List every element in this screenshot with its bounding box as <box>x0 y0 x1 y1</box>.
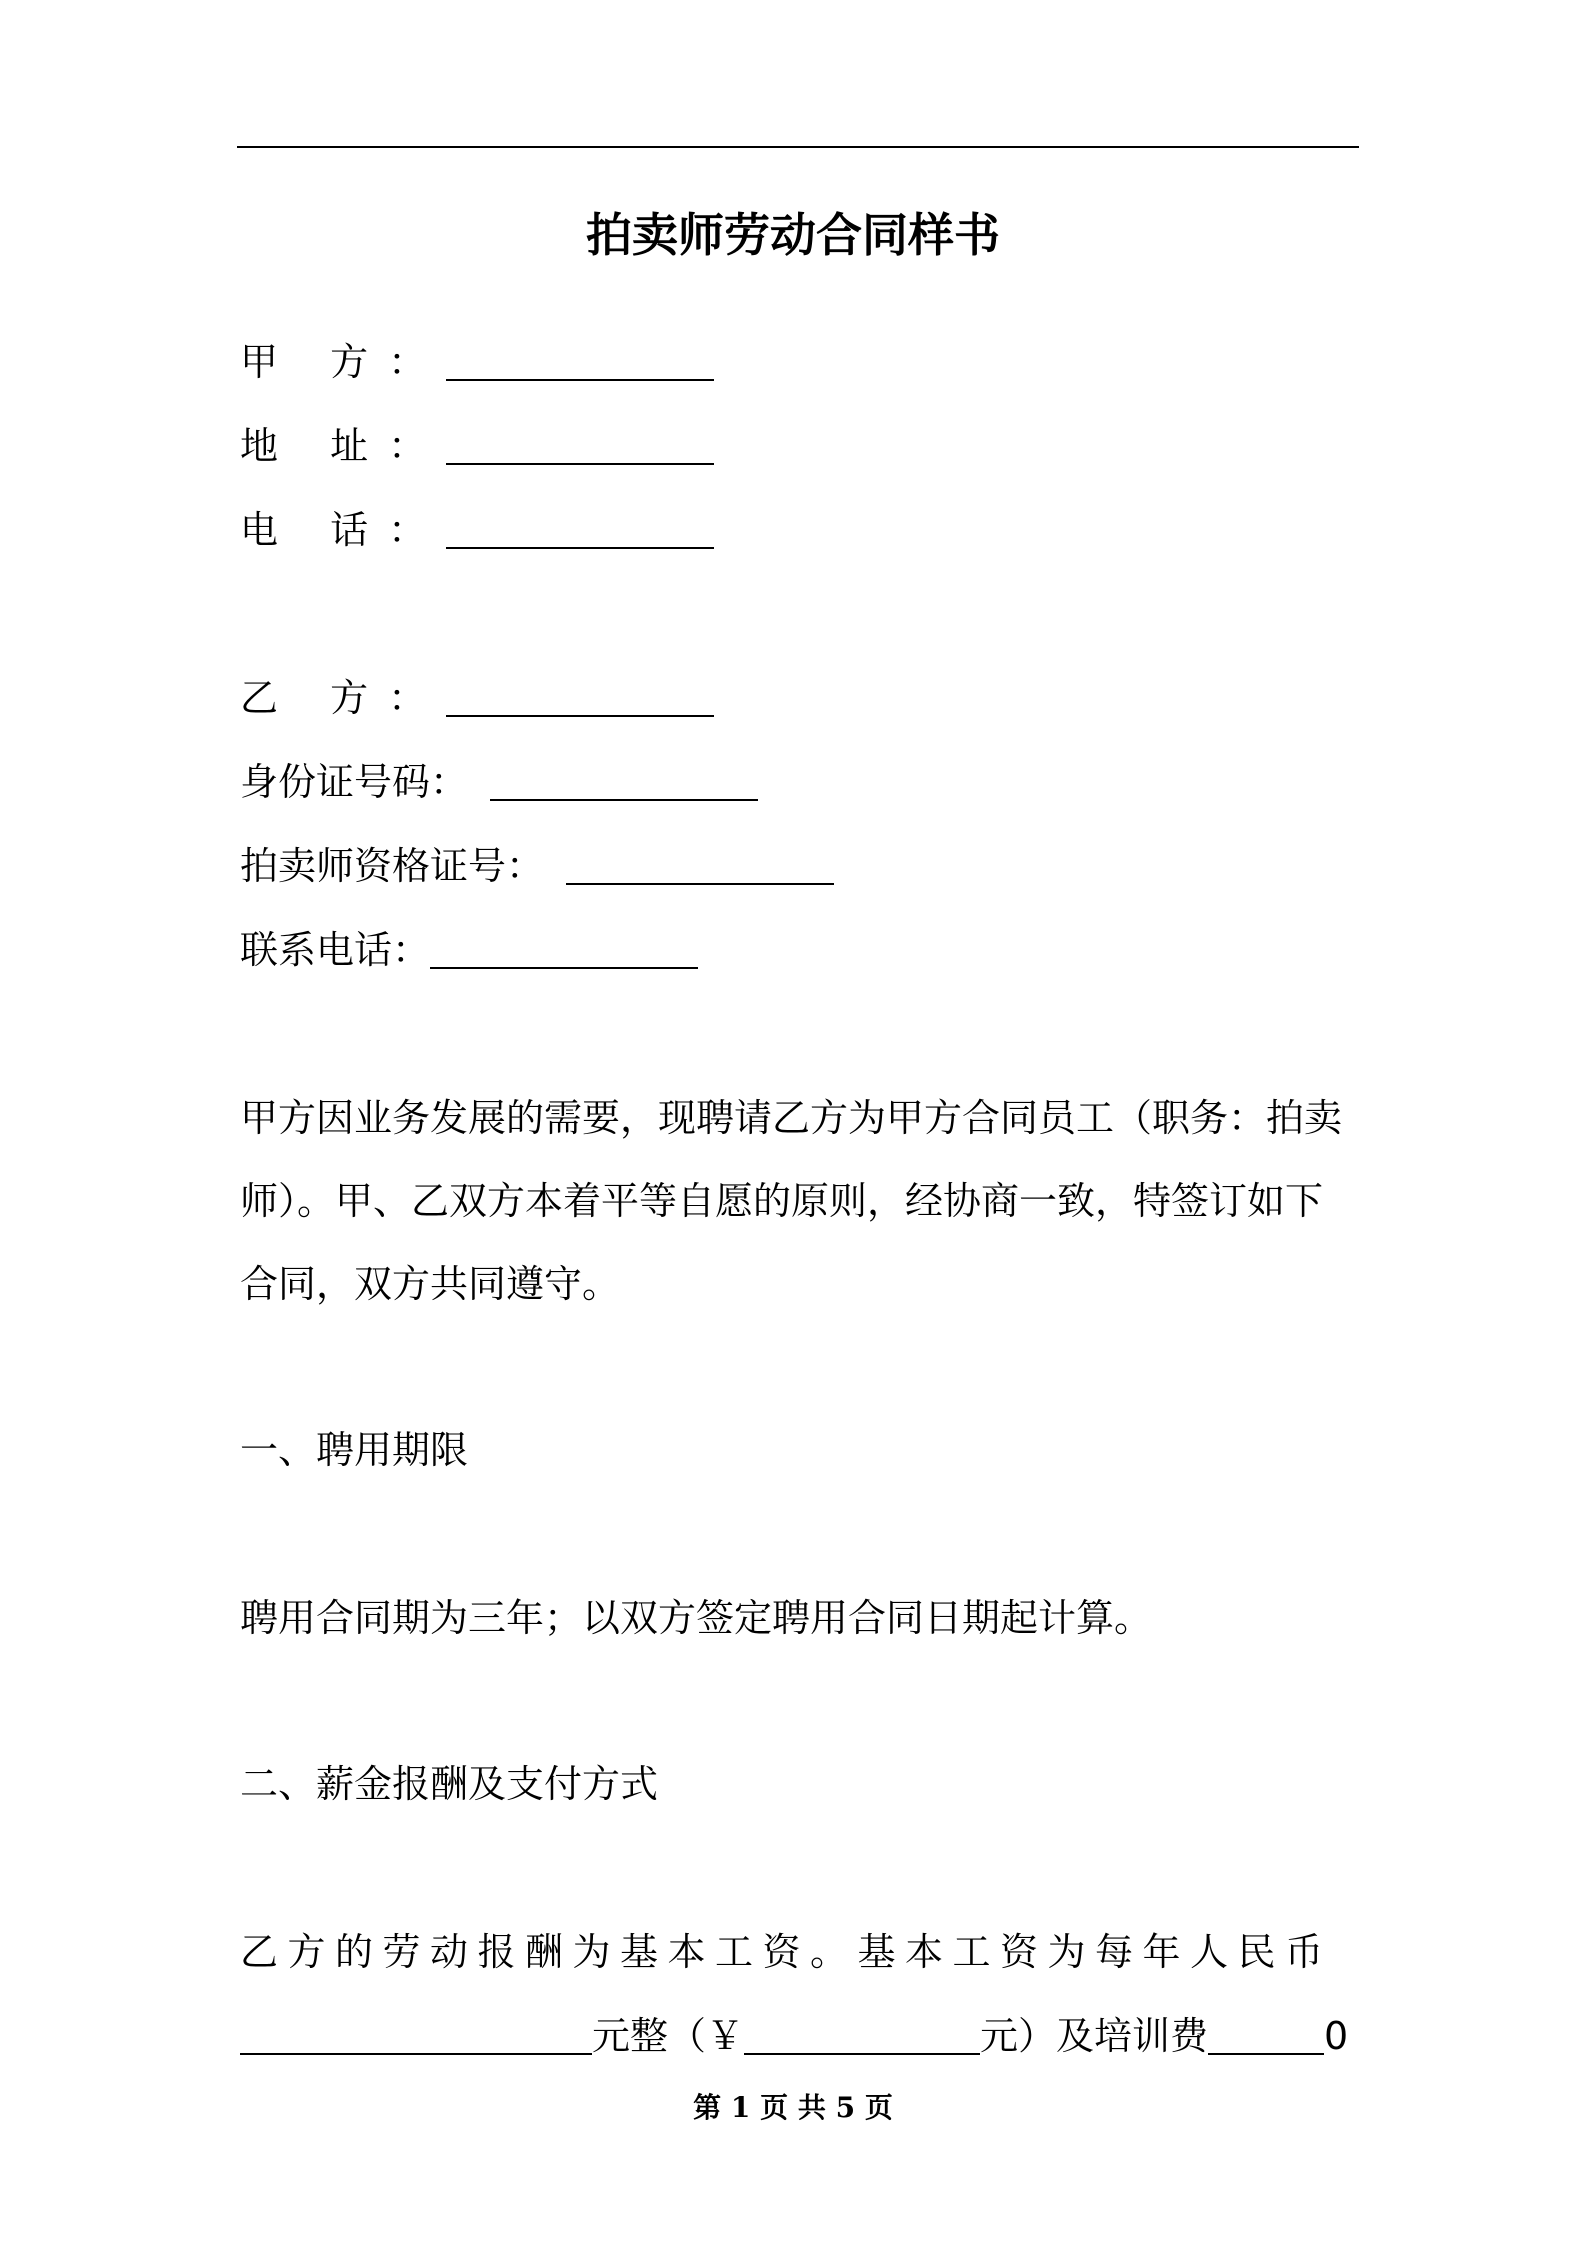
party-b-name-label: 乙 方： <box>240 676 447 720</box>
section-2-line-2 <box>240 2008 1348 2064</box>
party-b-contact-blank <box>430 927 698 969</box>
salary-number-blank <box>744 2013 980 2055</box>
party-b-id-line <box>240 754 758 810</box>
document-title: 拍卖师劳动合同样书 <box>586 208 1000 262</box>
party-a-phone-line <box>240 502 714 558</box>
section-1-heading: 一、聘用期限 <box>240 1428 469 1472</box>
party-b-name-line <box>240 670 714 726</box>
party-a-address-line <box>240 418 714 474</box>
party-b-cert-line <box>240 838 834 894</box>
party-a-phone-blank <box>446 507 714 549</box>
party-b-cert-blank <box>566 843 834 885</box>
intro-paragraph: 甲方因业务发展的需要，现聘请乙方为甲方合同员工（职务：拍卖师）。甲、乙双方本着平等自愿的原则，经协商一致，特签订如下合同，双方共同遵守。 <box>240 1096 1343 1306</box>
party-b-id-blank <box>490 759 758 801</box>
party-a-phone-label: 电 话： <box>240 508 447 552</box>
party-b-id-label: 身份证号码： <box>240 760 469 804</box>
training-fee-value: 0 <box>1324 2014 1349 2058</box>
party-a-name-label: 甲 方： <box>240 340 447 384</box>
party-b-cert-label: 拍卖师资格证号： <box>240 844 545 888</box>
party-a-address-blank <box>446 423 714 465</box>
party-a-address-label: 地 址： <box>240 424 447 468</box>
yuan-close-text: 元）及培训费 <box>980 2014 1209 2058</box>
page-footer: 第 1 页 共 5 页 <box>693 2091 893 2124</box>
section-2-line-1: 乙方的劳动报酬为基本工资。基本工资为每年人民币 <box>240 1930 1333 1974</box>
party-a-name-line <box>240 334 714 390</box>
party-a-name-blank <box>446 339 714 381</box>
training-fee-blank <box>1208 2013 1324 2055</box>
party-b-name-blank <box>446 675 714 717</box>
party-b-contact-label: 联系电话： <box>240 928 431 972</box>
section-1-text: 聘用合同期为三年；以双方签定聘用合同日期起计算。 <box>240 1596 1153 1640</box>
yuan-zheng-text: 元整（￥ <box>592 2014 745 2058</box>
header-rule <box>237 146 1359 148</box>
salary-amount-blank <box>240 2013 592 2055</box>
section-2-heading: 二、薪金报酬及支付方式 <box>240 1762 659 1806</box>
party-b-contact-line <box>240 922 698 978</box>
